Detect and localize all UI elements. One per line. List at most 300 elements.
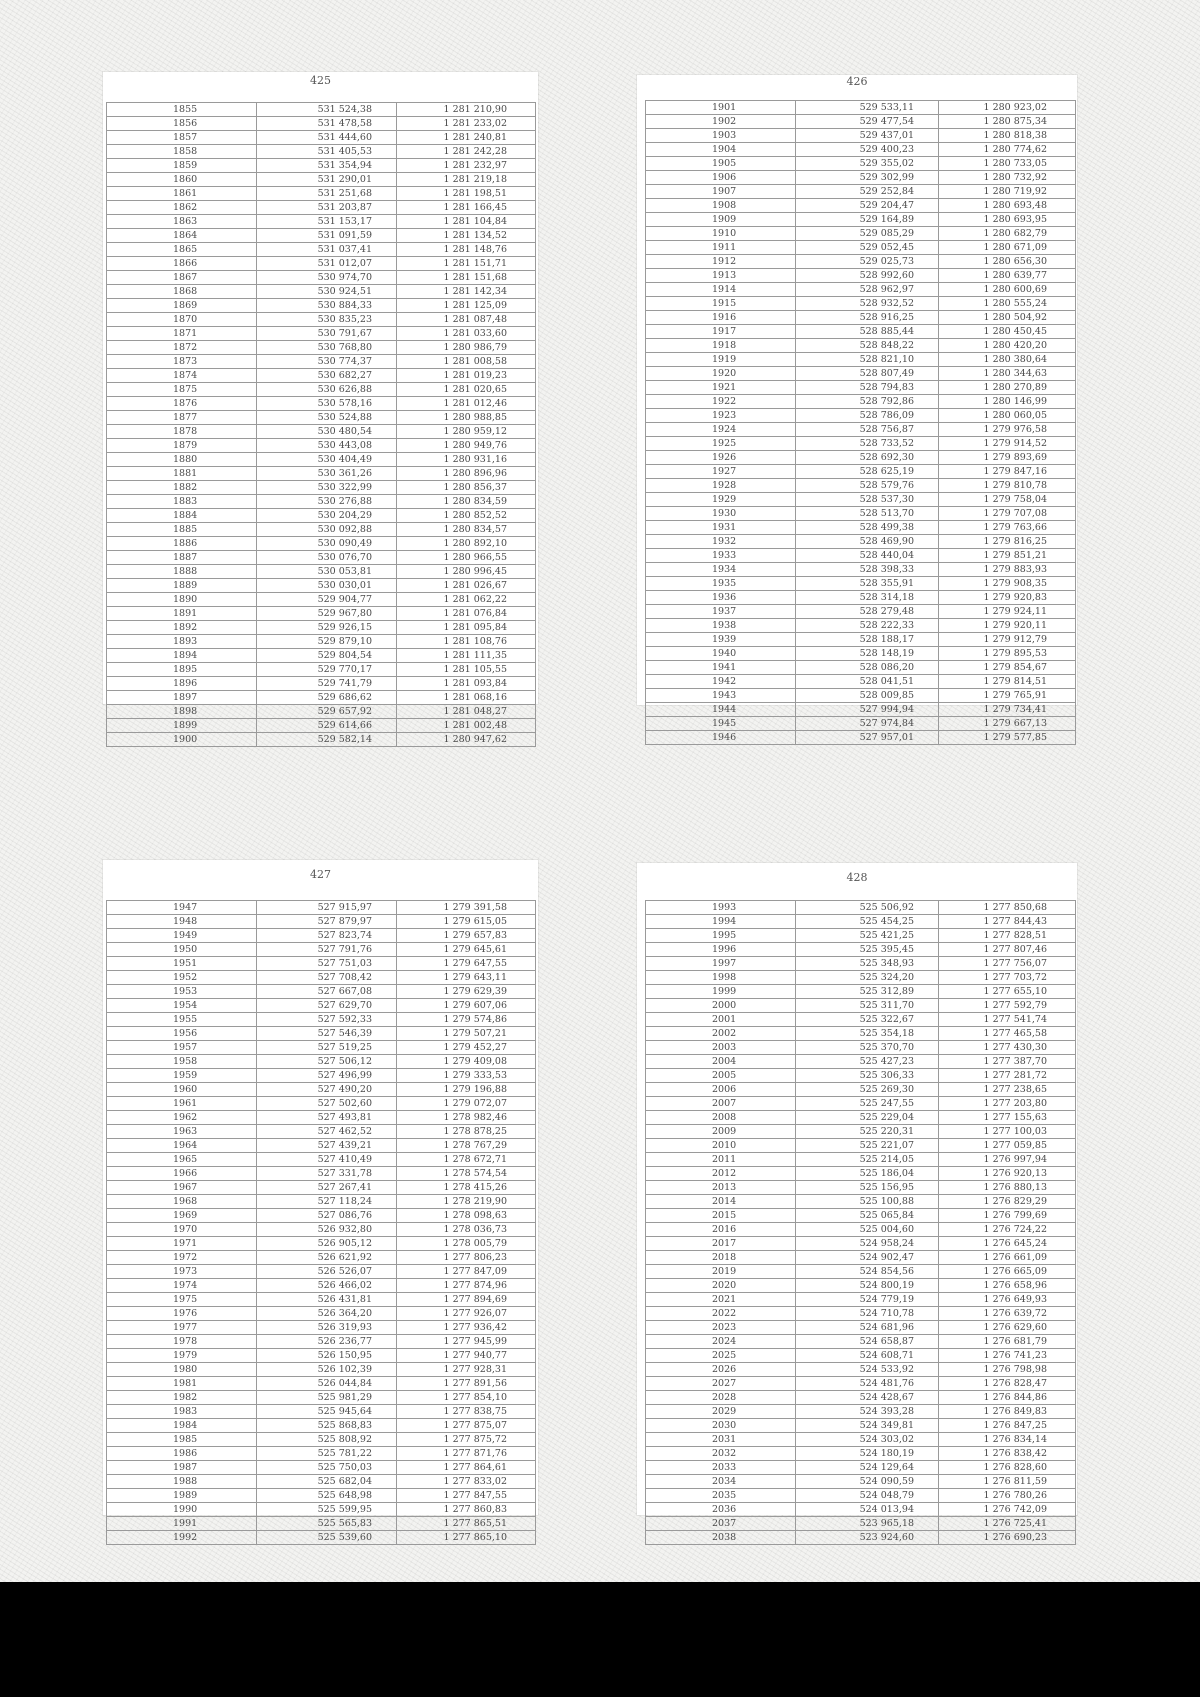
value-cell-1: 530 626,88	[257, 383, 397, 397]
year-cell: 1883	[107, 495, 257, 509]
table-row	[107, 187, 536, 201]
value-cell-1: 529 025,73	[796, 255, 939, 269]
value-cell-1: 531 290,01	[257, 173, 397, 187]
value-cell-2: 1 277 655,10	[939, 985, 1076, 999]
table-row	[646, 1307, 1076, 1321]
value-cell-2: 1 280 923,02	[939, 101, 1076, 115]
year-cell: 1947	[107, 901, 257, 915]
year-cell: 1928	[646, 479, 796, 493]
year-cell: 1951	[107, 957, 257, 971]
table-row	[107, 663, 536, 677]
value-cell-2: 1 279 643,11	[397, 971, 536, 985]
year-cell: 1903	[646, 129, 796, 143]
value-cell-1: 531 354,94	[257, 159, 397, 173]
year-cell: 2018	[646, 1251, 796, 1265]
year-cell: 1864	[107, 229, 257, 243]
value-cell-1: 524 428,67	[796, 1391, 939, 1405]
value-cell-1: 528 932,52	[796, 297, 939, 311]
table-row	[107, 1167, 536, 1181]
year-cell: 1858	[107, 145, 257, 159]
value-cell-2: 1 276 639,72	[939, 1307, 1076, 1321]
value-cell-1: 525 311,70	[796, 999, 939, 1013]
year-cell: 1953	[107, 985, 257, 999]
year-cell: 1954	[107, 999, 257, 1013]
table-row	[107, 1069, 536, 1083]
value-cell-2: 1 280 270,89	[939, 381, 1076, 395]
year-cell: 1868	[107, 285, 257, 299]
year-cell: 1888	[107, 565, 257, 579]
year-cell: 1967	[107, 1181, 257, 1195]
table-row	[107, 1461, 536, 1475]
value-cell-1: 525 781,22	[257, 1447, 397, 1461]
table-row	[107, 481, 536, 495]
table-row	[646, 1503, 1076, 1517]
year-cell: 1955	[107, 1013, 257, 1027]
value-cell-1: 525 348,93	[796, 957, 939, 971]
table-row	[107, 1027, 536, 1041]
year-cell: 1974	[107, 1279, 257, 1293]
year-cell: 1874	[107, 369, 257, 383]
value-cell-2: 1 280 774,62	[939, 143, 1076, 157]
table-row	[646, 1321, 1076, 1335]
page-427	[103, 860, 538, 1543]
value-cell-2: 1 281 232,97	[397, 159, 536, 173]
table-row	[107, 719, 536, 733]
table-row	[646, 633, 1076, 647]
table-body	[107, 901, 536, 1545]
table-row	[646, 943, 1076, 957]
value-cell-2: 1 277 894,69	[397, 1293, 536, 1307]
table-row	[107, 1223, 536, 1237]
value-cell-2: 1 276 849,83	[939, 1405, 1076, 1419]
page-number: 425	[310, 74, 331, 87]
value-cell-2: 1 281 020,65	[397, 383, 536, 397]
value-cell-2: 1 280 682,79	[939, 227, 1076, 241]
year-cell: 1969	[107, 1209, 257, 1223]
value-cell-1: 527 592,33	[257, 1013, 397, 1027]
table-row	[646, 185, 1076, 199]
value-cell-1: 525 324,20	[796, 971, 939, 985]
value-cell-1: 526 102,39	[257, 1363, 397, 1377]
table-row	[107, 1503, 536, 1517]
table-row	[107, 341, 536, 355]
year-cell: 1937	[646, 605, 796, 619]
year-cell: 1917	[646, 325, 796, 339]
value-cell-1: 527 667,08	[257, 985, 397, 999]
value-cell-2: 1 281 068,16	[397, 691, 536, 705]
value-cell-2: 1 276 742,09	[939, 1503, 1076, 1517]
table-row	[107, 145, 536, 159]
value-cell-1: 529 164,89	[796, 213, 939, 227]
value-cell-2: 1 280 996,45	[397, 565, 536, 579]
value-cell-2: 1 281 242,28	[397, 145, 536, 159]
year-cell: 1896	[107, 677, 257, 691]
table-row	[646, 1405, 1076, 1419]
table-row	[107, 901, 536, 915]
value-cell-2: 1 280 450,45	[939, 325, 1076, 339]
value-cell-2: 1 280 060,05	[939, 409, 1076, 423]
table-row	[646, 647, 1076, 661]
value-cell-1: 528 279,48	[796, 605, 939, 619]
value-cell-2: 1 281 198,51	[397, 187, 536, 201]
page-426	[637, 75, 1077, 743]
value-cell-2: 1 281 008,58	[397, 355, 536, 369]
value-cell-2: 1 276 799,69	[939, 1209, 1076, 1223]
value-cell-2: 1 277 874,96	[397, 1279, 536, 1293]
value-cell-2: 1 277 850,68	[939, 901, 1076, 915]
table-row	[646, 227, 1076, 241]
value-cell-1: 530 682,27	[257, 369, 397, 383]
value-cell-1: 528 916,25	[796, 311, 939, 325]
value-cell-2: 1 277 844,43	[939, 915, 1076, 929]
value-cell-1: 525 221,07	[796, 1139, 939, 1153]
year-cell: 1908	[646, 199, 796, 213]
value-cell-1: 527 915,97	[257, 901, 397, 915]
year-cell: 1948	[107, 915, 257, 929]
value-cell-2: 1 276 741,23	[939, 1349, 1076, 1363]
value-cell-1: 523 924,60	[796, 1531, 939, 1545]
table-row	[646, 101, 1076, 115]
value-cell-2: 1 276 828,60	[939, 1461, 1076, 1475]
table-row	[646, 1335, 1076, 1349]
value-cell-1: 527 823,74	[257, 929, 397, 943]
value-cell-1: 528 786,09	[796, 409, 939, 423]
black-bottom-band	[0, 1582, 1200, 1697]
value-cell-1: 528 009,85	[796, 689, 939, 703]
value-cell-1: 527 490,20	[257, 1083, 397, 1097]
value-cell-2: 1 279 976,58	[939, 423, 1076, 437]
table-row	[107, 1195, 536, 1209]
value-cell-2: 1 279 452,27	[397, 1041, 536, 1055]
table-row	[107, 999, 536, 1013]
value-cell-2: 1 281 148,76	[397, 243, 536, 257]
value-cell-1: 530 924,51	[257, 285, 397, 299]
value-cell-2: 1 277 592,79	[939, 999, 1076, 1013]
value-cell-1: 528 579,76	[796, 479, 939, 493]
value-cell-1: 530 090,49	[257, 537, 397, 551]
value-cell-1: 527 493,81	[257, 1111, 397, 1125]
value-cell-1: 524 090,59	[796, 1475, 939, 1489]
value-cell-2: 1 281 033,60	[397, 327, 536, 341]
table-row	[646, 1209, 1076, 1223]
table-row	[646, 115, 1076, 129]
table-row	[646, 339, 1076, 353]
value-cell-2: 1 276 838,42	[939, 1447, 1076, 1461]
table-row	[646, 283, 1076, 297]
value-cell-1: 529 686,62	[257, 691, 397, 705]
value-cell-1: 528 792,86	[796, 395, 939, 409]
table-row	[107, 257, 536, 271]
value-cell-2: 1 277 465,58	[939, 1027, 1076, 1041]
table-row	[646, 731, 1076, 745]
year-cell: 1880	[107, 453, 257, 467]
table-row	[646, 929, 1076, 943]
value-cell-1: 528 222,33	[796, 619, 939, 633]
year-cell: 1916	[646, 311, 796, 325]
page-number: 428	[846, 871, 868, 884]
value-cell-2: 1 280 959,12	[397, 425, 536, 439]
value-cell-2: 1 276 724,22	[939, 1223, 1076, 1237]
table-row	[107, 425, 536, 439]
value-cell-1: 531 444,60	[257, 131, 397, 145]
year-cell: 1856	[107, 117, 257, 131]
year-cell: 1891	[107, 607, 257, 621]
value-cell-1: 524 658,87	[796, 1335, 939, 1349]
year-cell: 1984	[107, 1419, 257, 1433]
value-cell-1: 528 188,17	[796, 633, 939, 647]
value-cell-1: 531 203,87	[257, 201, 397, 215]
table-row	[107, 453, 536, 467]
value-cell-1: 530 204,29	[257, 509, 397, 523]
table-row	[646, 521, 1076, 535]
value-cell-2: 1 280 693,48	[939, 199, 1076, 213]
year-cell: 2012	[646, 1167, 796, 1181]
value-cell-1: 528 848,22	[796, 339, 939, 353]
value-cell-1: 531 153,17	[257, 215, 397, 229]
value-cell-1: 523 965,18	[796, 1517, 939, 1531]
table-row	[646, 255, 1076, 269]
table-row	[107, 1377, 536, 1391]
table-row	[646, 689, 1076, 703]
year-cell: 1913	[646, 269, 796, 283]
table-row	[646, 1111, 1076, 1125]
value-cell-2: 1 281 240,81	[397, 131, 536, 145]
year-cell: 1866	[107, 257, 257, 271]
year-cell: 1900	[107, 733, 257, 747]
year-cell: 2001	[646, 1013, 796, 1027]
table-row	[646, 1475, 1076, 1489]
value-cell-1: 527 086,76	[257, 1209, 397, 1223]
table-row	[646, 1531, 1076, 1545]
value-cell-1: 529 355,02	[796, 157, 939, 171]
value-cell-2: 1 276 690,23	[939, 1531, 1076, 1545]
table-row	[646, 1069, 1076, 1083]
value-cell-2: 1 281 210,90	[397, 103, 536, 117]
table-row	[107, 607, 536, 621]
table-row	[107, 1307, 536, 1321]
value-cell-2: 1 280 656,30	[939, 255, 1076, 269]
value-cell-2: 1 277 871,76	[397, 1447, 536, 1461]
year-cell: 1892	[107, 621, 257, 635]
value-cell-2: 1 280 875,34	[939, 115, 1076, 129]
table-row	[107, 943, 536, 957]
value-cell-1: 526 466,02	[257, 1279, 397, 1293]
value-cell-2: 1 277 847,55	[397, 1489, 536, 1503]
year-cell: 1933	[646, 549, 796, 563]
table-row	[107, 117, 536, 131]
table-row	[107, 1237, 536, 1251]
table-row	[107, 677, 536, 691]
value-cell-2: 1 277 281,72	[939, 1069, 1076, 1083]
year-cell: 1926	[646, 451, 796, 465]
table-row	[107, 523, 536, 537]
year-cell: 1944	[646, 703, 796, 717]
year-cell: 1973	[107, 1265, 257, 1279]
value-cell-1: 528 885,44	[796, 325, 939, 339]
value-cell-2: 1 279 920,83	[939, 591, 1076, 605]
year-cell: 1946	[646, 731, 796, 745]
value-cell-2: 1 281 219,18	[397, 173, 536, 187]
value-cell-2: 1 278 219,90	[397, 1195, 536, 1209]
table-row	[646, 901, 1076, 915]
table-row	[107, 551, 536, 565]
value-cell-2: 1 280 732,92	[939, 171, 1076, 185]
year-cell: 1855	[107, 103, 257, 117]
table-row	[646, 395, 1076, 409]
value-cell-2: 1 279 645,61	[397, 943, 536, 957]
table-row	[107, 285, 536, 299]
table-row	[646, 465, 1076, 479]
value-cell-2: 1 277 387,70	[939, 1055, 1076, 1069]
year-cell: 1956	[107, 1027, 257, 1041]
value-cell-1: 525 229,04	[796, 1111, 939, 1125]
value-cell-1: 524 180,19	[796, 1447, 939, 1461]
value-cell-1: 530 974,70	[257, 271, 397, 285]
table-row	[646, 1097, 1076, 1111]
value-cell-2: 1 278 415,26	[397, 1181, 536, 1195]
value-cell-1: 525 322,67	[796, 1013, 939, 1027]
year-cell: 2009	[646, 1125, 796, 1139]
year-cell: 1940	[646, 647, 796, 661]
year-cell: 2033	[646, 1461, 796, 1475]
value-cell-2: 1 277 928,31	[397, 1363, 536, 1377]
table-row	[646, 1139, 1076, 1153]
value-cell-1: 524 533,92	[796, 1363, 939, 1377]
value-cell-1: 525 506,92	[796, 901, 939, 915]
year-cell: 1961	[107, 1097, 257, 1111]
table-row	[646, 1391, 1076, 1405]
value-cell-1: 530 524,88	[257, 411, 397, 425]
year-cell: 1987	[107, 1461, 257, 1475]
value-cell-2: 1 279 847,16	[939, 465, 1076, 479]
year-cell: 1902	[646, 115, 796, 129]
value-cell-1: 526 236,77	[257, 1335, 397, 1349]
value-cell-2: 1 281 076,84	[397, 607, 536, 621]
year-cell: 1914	[646, 283, 796, 297]
value-cell-2: 1 277 945,99	[397, 1335, 536, 1349]
table-row	[107, 1531, 536, 1545]
value-cell-2: 1 280 600,69	[939, 283, 1076, 297]
table-row	[646, 703, 1076, 717]
value-cell-2: 1 279 507,21	[397, 1027, 536, 1041]
value-cell-2: 1 277 875,07	[397, 1419, 536, 1433]
table-row	[107, 1055, 536, 1069]
value-cell-2: 1 277 828,51	[939, 929, 1076, 943]
table-row	[646, 241, 1076, 255]
table-row	[107, 1349, 536, 1363]
table-row	[646, 1055, 1076, 1069]
table-row	[107, 411, 536, 425]
table-row	[646, 297, 1076, 311]
value-cell-2: 1 279 908,35	[939, 577, 1076, 591]
table-row	[646, 1461, 1076, 1475]
value-cell-1: 524 349,81	[796, 1419, 939, 1433]
table-row	[107, 1433, 536, 1447]
value-cell-2: 1 279 333,53	[397, 1069, 536, 1083]
table-row	[646, 367, 1076, 381]
table-row	[646, 717, 1076, 731]
value-cell-2: 1 276 834,14	[939, 1433, 1076, 1447]
value-cell-1: 525 945,64	[257, 1405, 397, 1419]
value-cell-1: 531 037,41	[257, 243, 397, 257]
value-cell-2: 1 278 878,25	[397, 1125, 536, 1139]
year-cell: 1895	[107, 663, 257, 677]
year-cell: 1993	[646, 901, 796, 915]
value-cell-1: 526 044,84	[257, 1377, 397, 1391]
table-row	[107, 173, 536, 187]
year-cell: 1875	[107, 383, 257, 397]
table-row	[646, 129, 1076, 143]
table-row	[107, 1405, 536, 1419]
table-body	[107, 103, 536, 747]
table-row	[107, 929, 536, 943]
year-cell: 1881	[107, 467, 257, 481]
value-cell-2: 1 277 854,10	[397, 1391, 536, 1405]
value-cell-1: 528 756,87	[796, 423, 939, 437]
year-cell: 1981	[107, 1377, 257, 1391]
value-cell-2: 1 277 875,72	[397, 1433, 536, 1447]
table-row	[646, 1223, 1076, 1237]
table-row	[646, 409, 1076, 423]
year-cell: 1938	[646, 619, 796, 633]
value-cell-2: 1 279 734,41	[939, 703, 1076, 717]
value-cell-2: 1 276 661,09	[939, 1251, 1076, 1265]
value-cell-1: 527 708,42	[257, 971, 397, 985]
table-row	[646, 1083, 1076, 1097]
table-row	[646, 1447, 1076, 1461]
value-cell-1: 528 513,70	[796, 507, 939, 521]
table-row	[646, 1433, 1076, 1447]
value-cell-2: 1 276 665,09	[939, 1265, 1076, 1279]
value-cell-2: 1 279 883,93	[939, 563, 1076, 577]
page-number: 427	[310, 868, 331, 881]
year-cell: 1979	[107, 1349, 257, 1363]
value-cell-1: 529 879,10	[257, 635, 397, 649]
table-row	[107, 985, 536, 999]
year-cell: 1985	[107, 1433, 257, 1447]
value-cell-2: 1 281 012,46	[397, 397, 536, 411]
value-cell-2: 1 277 059,85	[939, 1139, 1076, 1153]
year-cell: 1882	[107, 481, 257, 495]
year-cell: 2026	[646, 1363, 796, 1377]
value-cell-1: 528 821,10	[796, 353, 939, 367]
table-row	[107, 1097, 536, 1111]
year-cell: 1945	[646, 717, 796, 731]
year-cell: 1915	[646, 297, 796, 311]
year-cell: 1978	[107, 1335, 257, 1349]
table-row	[107, 1209, 536, 1223]
value-cell-1: 529 804,54	[257, 649, 397, 663]
table-row	[646, 957, 1076, 971]
value-cell-2: 1 279 196,88	[397, 1083, 536, 1097]
value-cell-1: 525 247,55	[796, 1097, 939, 1111]
year-cell: 2038	[646, 1531, 796, 1545]
value-cell-1: 529 085,29	[796, 227, 939, 241]
year-cell: 1897	[107, 691, 257, 705]
year-cell: 1971	[107, 1237, 257, 1251]
table-row	[646, 381, 1076, 395]
value-cell-1: 527 462,52	[257, 1125, 397, 1139]
year-cell: 1936	[646, 591, 796, 605]
table-row	[646, 1489, 1076, 1503]
table-row	[107, 159, 536, 173]
value-cell-2: 1 280 693,95	[939, 213, 1076, 227]
year-cell: 1982	[107, 1391, 257, 1405]
value-cell-1: 527 879,97	[257, 915, 397, 929]
value-cell-2: 1 279 893,69	[939, 451, 1076, 465]
value-cell-1: 525 981,29	[257, 1391, 397, 1405]
value-cell-2: 1 279 924,11	[939, 605, 1076, 619]
